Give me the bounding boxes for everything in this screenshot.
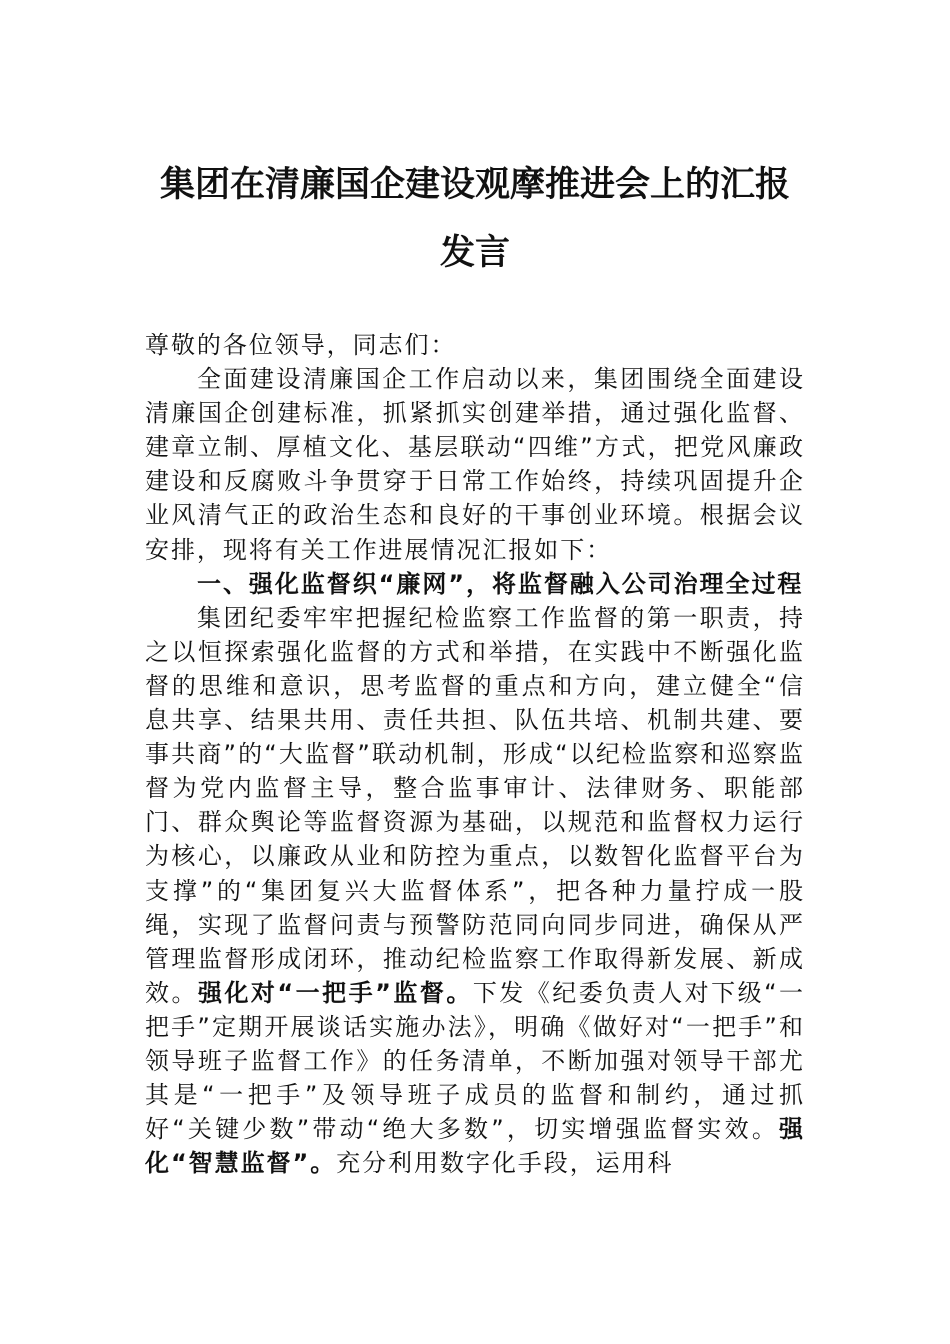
document-body: [145, 328, 805, 1180]
document-title-line1: 集团在清廉国企建设观摩推进会上的汇报: [159, 164, 790, 205]
point-2-text: 充分利用数字化手段，运用科: [336, 1149, 674, 1178]
section-1-text: 集团纪委牢牢把握纪检监察工作监督的第一职责，持之以恒探索强化监督的方式和举措，在实践中不断强化监督的思维和意识，思考监督的重点和方向，建立健全“信息共享、结果共用、责任共担、队伍共培、机制共建、要事共商”的“大监督”联动机制，形成“以纪检监察和巡察监督为党内监督主导，整合监事审计、法律财务、职能部门、群众舆论等监督资源为基础，以规范和监督权力运行为核心，以廉政从业和防控为重点，以数智化监督平台为支撑”的“集团复兴大监督体系”，把各种力量拧成一股绳，实现了监督问责与预警防范同向同步同进，确保从严管理监督形成闭环，推动纪检监察工作取得新发展、新成效。: [145, 603, 805, 1007]
section-1-paragraph: [145, 601, 805, 1181]
section-1-heading: 一、强化监督织“廉网”，将监督融入公司治理全过程: [197, 569, 804, 598]
salutation: 尊敬的各位领导，同志们：: [145, 331, 457, 359]
bold-point-2: 强化“智慧监督”。: [145, 1115, 805, 1178]
point-1-text: 下发《纪委负责人对下级“一把手”定期开展谈话实施办法》，明确《做好对“一把手”和领导班子监督工作》的任务清单，不断加强对领导干部尤其是“一把手”及领导班子成员的监督和制约，通过抓好“关键少数”带动“绝大多数”，切实增强监督实效。: [145, 978, 805, 1144]
bold-point-1: 强化对“一把手”监督。: [197, 978, 473, 1007]
document-title-line2: 发言: [439, 232, 510, 273]
intro-paragraph: 全面建设清廉国企工作启动以来，集团围绕全面建设清廉国企创建标准，抓紧抓实创建举措，通过强化监督、建章立制、厚植文化、基层联动“四维”方式，把党风廉政建设和反腐败斗争贯穿于日常工作始终，持续巩固提升企业风清气正的政治生态和良好的干事创业环境。根据会议安排，现将有关工作进展情况汇报如下：: [145, 365, 805, 564]
